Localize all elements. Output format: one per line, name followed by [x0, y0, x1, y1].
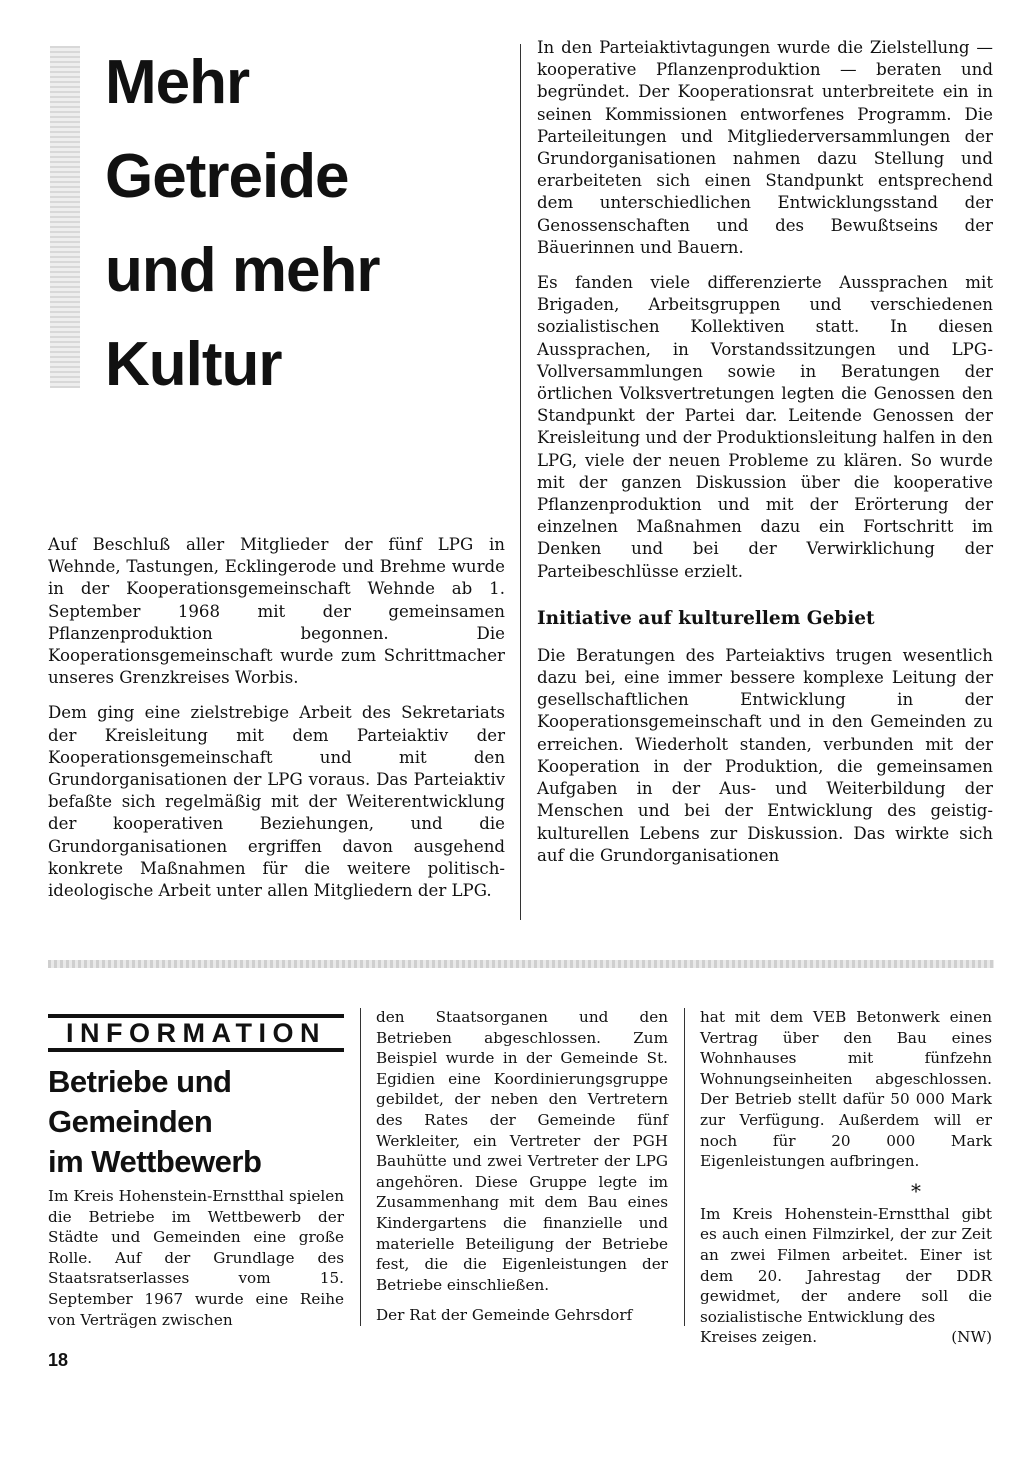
article-paragraph: Die Beratungen des Parteiaktivs trugen wesentlich dazu bei, eine immer bessere komplexe Leitung der gesellschaftlichen Entwicklung in der Kooperationsgemeinschaft und in den Gemeinden zu erreichen. Wiederholt standen, verbunden mit der Kooperation in der Produktion, die gemeinsamen Aufgaben in der Aus- und Weiterbildung der Menschen und bei der Entwicklung des geistig-kulturellen Lebens zur Diskussion. Das wirkte sich auf die Grundorganisationen	[537, 645, 993, 865]
info-paragraph: den Staatsorganen und den Betrieben abgeschlossen. Zum Beispiel wurde in der Gemeinde St. Egidien eine Koordinierungsgruppe gebildet, der neben den Vertretern des Rates der Gemeinde fünf Werkleiter, ein Vertreter der PGH Bauhütte und zwei Vertreter der LPG angehören. Diese Gruppe legte im Zusammenhang mit dem Bau eines Kindergartens die finanzielle und materielle Beteiligung der Betriebe fest, die die Eigenleistungen der Betriebe einschließen.	[376, 1008, 668, 1294]
info-paragraph: Der Rat der Gemeinde Gehrsdorf	[376, 1306, 633, 1325]
info-paragraph: Im Kreis Hohenstein-Ernstthal spielen die Betriebe im Wettbewerb der Städte und Gemeinden eine große Rolle. Auf der Grundlage des Staatsratserlasses vom 15. September 1967 wurde eine Reihe von Verträgen zwischen	[48, 1187, 344, 1329]
info-column-1	[48, 1186, 344, 1340]
article-paragraph: In den Parteiaktivtagungen wurde die Zielstellung — kooperative Pflanzenproduktion — beraten und begründet. Der Kooperationsrat unterbreitete ein in seinen Kommissionen entworfenes Programm. Die Parteileitungen und Mitgliederversammlungen der Grundorganisationen nahmen dazu Stellung und erarbeiteten sich einen Standpunkt entsprechend dem unterschiedlichen Entwicklungsstand der Genossenschaften und des Bewußtseins der Bäuerinnen und Bauern.	[537, 38, 993, 257]
article-paragraph: Auf Beschluß aller Mitglieder der fünf LPG in Wehnde, Tastungen, Ecklingerode und Brehme wurde in der Kooperationsgemeinschaft Wehnde ab 1. September 1968 mit der gemeinsamen Pflanzenproduktion begonnen. Die Kooperationsgemeinschaft wurde zum Schrittmacher unseres Grenzkreises Worbis.	[48, 535, 505, 688]
article-paragraph: Dem ging eine zielstrebige Arbeit des Sekretariats der Kreisleitung mit dem Parteiaktiv der Kooperationsgemeinschaft und mit den Grundorganisationen der LPG voraus. Das Parteiaktiv befaßte sich regelmäßig mit der Weiterentwicklung der kooperativen Beziehungen, und die Grundorganisationen ergriffen davon ausgehend konkrete Maßnahmen für die weitere politisch-ideologische Arbeit unter allen Mitgliedern der LPG.	[48, 703, 505, 901]
info-title-line: Gemeinden	[48, 1104, 213, 1139]
info-paragraph: Im Kreis Hohenstein-Ernstthal gibt es auch einen Filmzirkel, der zur Zeit an zwei Filmen arbeitet. Einer ist dem 20. Jahrestag der DDR gewidmet, der andere soll die sozialistische Entwicklung des	[700, 1204, 992, 1326]
page-number: 18	[48, 1350, 69, 1370]
info-title-line: Betriebe und	[48, 1064, 232, 1099]
info-title	[48, 1062, 348, 1182]
headline-line: Kultur	[105, 330, 282, 399]
article-right-column	[537, 37, 993, 880]
headline-line: Getreide	[105, 142, 349, 211]
info-paragraph: hat mit dem VEB Betonwerk einen Vertrag über den Bau eines Wohnhauses mit fünfzehn Wohnungseinheiten abgeschlossen. Der Betrieb stellt dafür 50 000 Mark zur Verfügung. Außerdem will er noch für 20 000 Mark Eigenleistungen aufbringen.	[700, 1008, 992, 1171]
information-badge: INFORMATION	[48, 1014, 344, 1052]
closing-text: Kreises zeigen.	[700, 1328, 818, 1347]
author-signature: (NW)	[951, 1328, 992, 1347]
headline-shading-bar	[50, 46, 80, 388]
info-column-2	[376, 1007, 668, 1336]
article-subheading: Initiative auf kulturellem Gebiet	[537, 607, 875, 629]
article-left-column	[48, 534, 505, 915]
headline-line: und mehr	[105, 236, 380, 305]
article-paragraph: Es fanden viele differenzierte Aussprachen mit Brigaden, Arbeitsgruppen und verschiedenen sozialistischen Kollektiven statt. In diesen Aussprachen, in Vorstandssitzungen und LPG-Vollversammlungen sowie in Beratungen der örtlichen Volksvertretungen legten die Genossen den Standpunkt der Partei dar. Leitende Genossen der Kreisleitung und der Produktionsleitung halfen in den LPG, viele der neuen Probleme zu klären. So wurde mit der ganzen Diskussion über die kooperative Pflanzenproduktion und mit der Erörterung der einzelnen Maßnahmen dazu ein Fortschritt im Denken und bei der Verwirklichung der Parteibeschlüsse erzielt.	[537, 273, 993, 581]
info-column-3	[700, 1007, 992, 1348]
headline-line: Mehr	[105, 48, 250, 117]
closing-line	[700, 1327, 992, 1348]
asterisk-separator: *	[911, 1178, 921, 1203]
info-column-divider	[360, 1008, 361, 1326]
section-divider	[48, 960, 994, 968]
headline	[105, 36, 505, 412]
info-column-divider	[684, 1008, 685, 1326]
column-divider	[520, 44, 521, 920]
info-title-line: im Wettbewerb	[48, 1144, 262, 1179]
